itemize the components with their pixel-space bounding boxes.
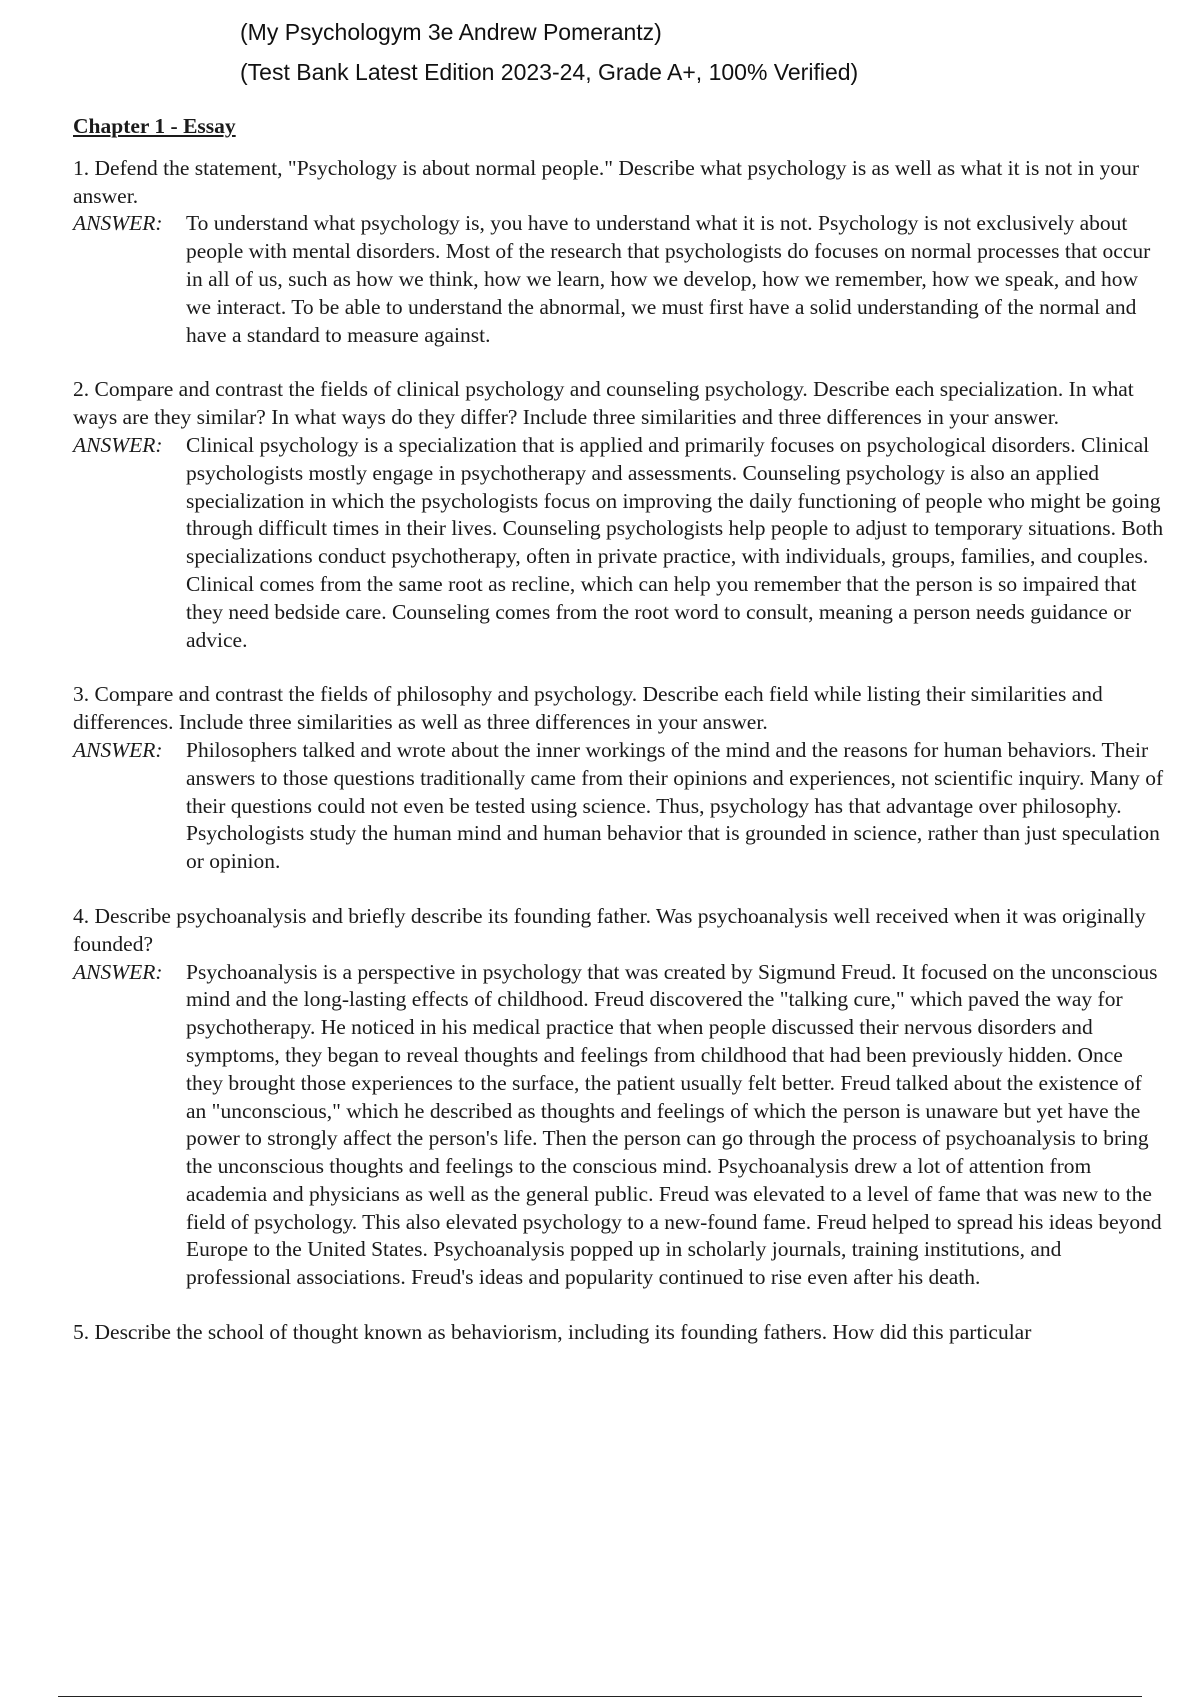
chapter-title: Chapter 1 - Essay — [73, 114, 236, 138]
document-body — [73, 113, 1165, 1374]
question-text: 4. Describe psychoanalysis and briefly describe its founding father. Was psychoanalysis well received when it was originally founded? — [73, 903, 1146, 956]
header-book-title: (My Psychologym 3e Andrew Pomerantz) — [240, 19, 662, 45]
answer-block — [73, 432, 1165, 654]
question-item — [73, 903, 1165, 1292]
answer-block — [73, 210, 1165, 349]
answer-text: Clinical psychology is a specialization that is applied and primarily focuses on psychological disorders. Clinical psychologists mostly engage in psychotherapy and assessments. Counseling psychology is also an applied specialization in which the psychologists focus on improving the daily functioning of people who might be going through difficult times in their lives. Counseling psychologists help people to adjust to temporary situations. Both specializations conduct psychotherapy, often in private practice, with individuals, groups, families, and couples. Clinical comes from the same root as recline, which can help you remember that the person is so impaired that they need bedside care. Counseling comes from the root word to consult, meaning a person needs guidance or advice. — [186, 432, 1164, 652]
question-text: 3. Compare and contrast the fields of philosophy and psychology. Describe each field while listing their similarities and differences. Include three similarities as well as three differences in your answer. — [73, 682, 1103, 735]
answer-block — [73, 737, 1165, 876]
question-text: 5. Describe the school of thought known as behaviorism, including its founding fathers. How did this particular — [73, 1320, 1032, 1345]
question-text: 2. Compare and contrast the fields of clinical psychology and counseling psychology. Describe each specialization. In what ways are they similar? In what ways do they differ? Include three similarities and three differences in your answer. — [73, 377, 1134, 430]
footer-divider — [58, 1696, 1142, 1697]
answer-label: ANSWER: — [73, 211, 163, 236]
question-item — [73, 681, 1165, 876]
answer-text: Psychoanalysis is a perspective in psychology that was created by Sigmund Freud. It focused on the unconscious mind and the long-lasting effects of childhood. Freud discovered the "talking cure," which paved the way for psychotherapy. He noticed in his medical practice that when people discussed their nervous disorders and symptoms, they began to reveal thoughts and feelings from childhood that had been previously hidden. Once they brought those experiences to the surface, the patient usually felt better. Freud talked about the existence of an "unconscious," which he described as thoughts and feelings of which the person is unaware but yet have the power to strongly affect the person's life. Then the person can go through the process of psychoanalysis to bring the unconscious thoughts and feelings to the conscious mind. Psychoanalysis drew a lot of attention from academia and physicians as well as the general public. Freud was elevated to a level of fame that was new to the field of psychology. This also elevated psychology to a new-found fame. Freud helped to spread his ideas beyond Europe to the United States. Psychoanalysis popped up in scholarly journals, training institutions, and professional associations. Freud's ideas and popularity continued to rise even after his death. — [186, 959, 1162, 1290]
answer-text: To understand what psychology is, you have to understand what it is not. Psychology is not exclusively about people with mental disorders. Most of the research that psychologists do focuses on normal processes that occur in all of us, such as how we think, how we learn, how we develop, how we remember, how we speak, and how we interact. To be able to understand the abnormal, we must first have a solid understanding of the normal and have a standard to measure against. — [186, 211, 1151, 347]
document-header — [240, 12, 858, 92]
answer-label: ANSWER: — [73, 959, 163, 984]
answer-label: ANSWER: — [73, 432, 163, 457]
answer-label: ANSWER: — [73, 737, 163, 762]
question-text: 1. Defend the statement, "Psychology is about normal people." Describe what psychology is as well as what it is not in your answer. — [73, 155, 1140, 208]
question-item — [73, 376, 1165, 654]
question-item — [73, 155, 1165, 350]
answer-text: Philosophers talked and wrote about the inner workings of the mind and the reasons for human behaviors. Their answers to those questions traditionally came from their opinions and experiences, not scientific inquiry. Many of their questions could not even be tested using science. Thus, psychology has that advantage over philosophy. Psychologists study the human mind and human behavior that is grounded in science, rather than just speculation or opinion. — [186, 737, 1164, 874]
header-edition-note: (Test Bank Latest Edition 2023-24, Grade A+, 100% Verified) — [240, 59, 859, 85]
question-item — [73, 1319, 1165, 1347]
answer-block — [73, 959, 1165, 1293]
